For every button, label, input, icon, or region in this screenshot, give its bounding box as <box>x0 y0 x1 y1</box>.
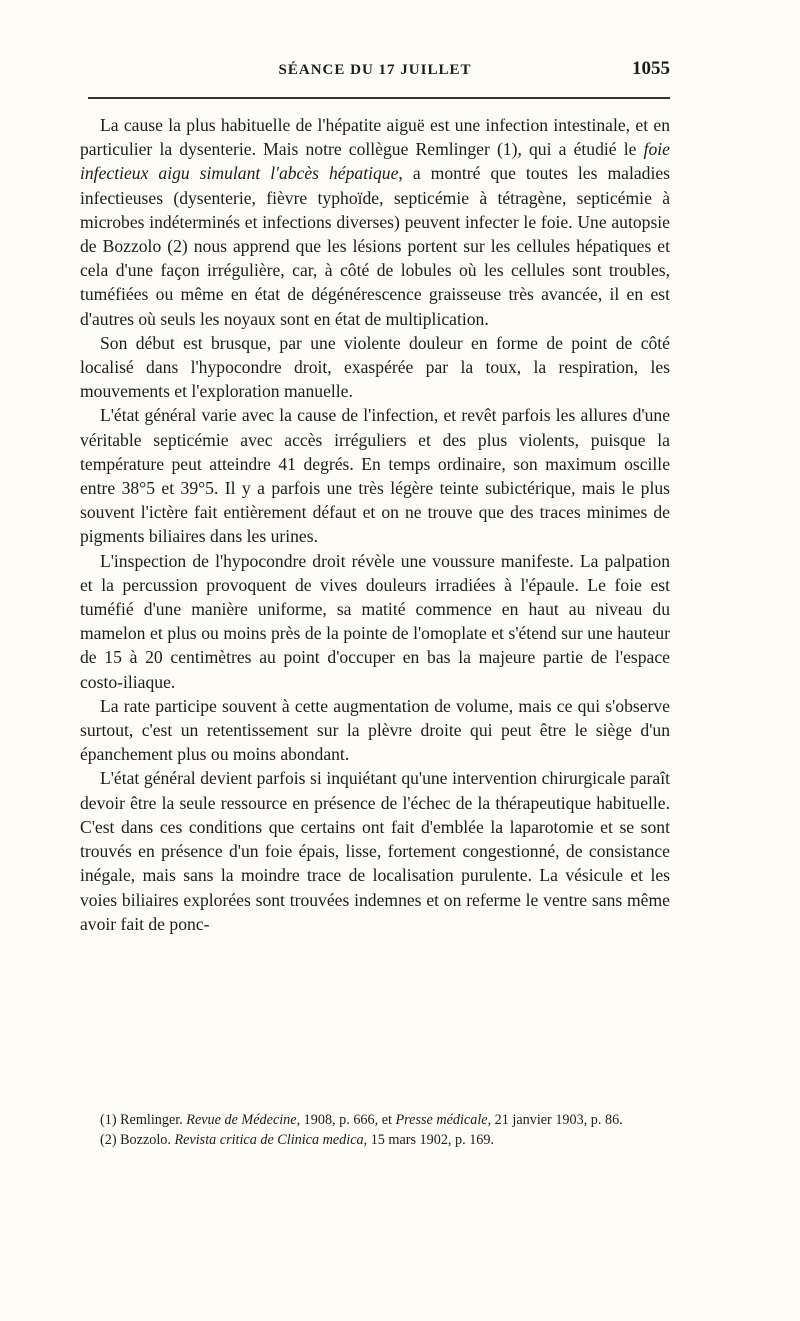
header-title: SÉANCE DU 17 JUILLET <box>278 62 472 78</box>
paragraph-1-text-c: , a montré que toutes les maladies infectieuses (dysenterie, fièvre typhoïde, septicémie à tétragène, septicémie à microbes indéterminés et infections diverses) peuvent infecter le foie. Une autopsie de Bozzolo (2) nous apprend que les lésions portent sur les cellules hépatiques et cela d'une façon irrégulière, car, à côté de lobules où les cellules sont troubles, tuméfiées ou même en état de dégénérescence graisseuse très avancée, il en est d'autres où seuls les noyaux sont en état de multiplication. <box>80 163 671 329</box>
footnote-2-text-c: , 15 mars 1902, p. 169. <box>363 1132 495 1148</box>
footnotes <box>80 1110 670 1150</box>
footnote-1 <box>80 1110 670 1130</box>
paragraph-1-italic-title: foie infectieux aigu simulant l'abcès hépatique <box>80 139 670 184</box>
paragraph-5: La rate participe souvent à cette augmentation de volume, mais ce qui s'observe surtout, c'est un retentissement sur la plèvre droite qui peut être le siège d'un épanchement plus ou moins abondant. <box>80 695 670 765</box>
body-text <box>80 113 670 936</box>
footnote-1-text-c: , 1908, p. 666, et <box>296 1112 396 1128</box>
footnote-2-text-a: (2) Bozzolo. <box>100 1132 175 1148</box>
paragraph-2: Son début est brusque, par une violente douleur en forme de point de côté localisé dans l'hypocondre droit, exaspérée par la toux, la respiration, les mouvements et l'exploration manuelle. <box>80 332 670 402</box>
paragraph-6: L'état général devient parfois si inquiétant qu'une intervention chirurgicale paraît devoir être la seule ressource en présence de l'échec de la thérapeutique habituelle. C'est dans ces conditions que certains ont fait d'emblée la laparotomie et se sont trouvés en présence d'un foie épais, lisse, fortement congestionné, de consistance inégale, mais sans la moindre trace de localisation purulente. La vésicule et les voies biliaires explorées sont trouvées indemnes et on referme le ventre sans même avoir fait de ponc- <box>80 768 670 934</box>
footnote-1-journal-2: Presse médicale <box>395 1112 488 1128</box>
page-number: 1055 <box>632 58 670 79</box>
running-header <box>80 58 670 88</box>
footnote-1-text-e: , 21 janvier 1903, p. 86. <box>487 1112 623 1128</box>
footnote-1-journal-1: Revue de Médecine <box>186 1112 297 1128</box>
footnote-1-text-a: (1) Remlinger. <box>100 1112 187 1128</box>
paragraph-3: L'état général varie avec la cause de l'infection, et revêt parfois les allures d'une véritable septicémie avec accès irréguliers et des plus violents, puisque la température peut atteindre 41 degrés. En temps ordinaire, son maximum oscille entre 38°5 et 39°5. Il y a parfois une très légère teinte subictérique, mais le plus souvent l'ictère fait entièrement défaut et on ne trouve que des traces minimes de pigments biliaires dans les urines. <box>80 405 670 547</box>
footnote-2-journal: Revista critica de Clinica medica <box>174 1132 364 1148</box>
footnote-2 <box>80 1130 670 1150</box>
header-rule <box>88 97 670 99</box>
paragraph-1-text-a: La cause la plus habituelle de l'hépatite aiguë est une infection intestinale, et en particulier la dysenterie. Mais notre collègue Remlinger (1), qui a étudié le <box>80 115 670 160</box>
page <box>80 0 670 1321</box>
paragraph-4: L'inspection de l'hypocondre droit révèle une voussure manifeste. La palpation et la percussion provoquent de vives douleurs irradiées à l'épaule. Le foie est tuméfié d'une manière uniforme, sa matité commence en haut au niveau du mamelon et plus ou moins près de la pointe de l'omoplate et s'étend sur une hauteur de 15 à 20 centimètres au point d'occuper en bas la majeure partie de l'espace costo-iliaque. <box>80 550 670 692</box>
paragraph-1 <box>80 113 670 331</box>
